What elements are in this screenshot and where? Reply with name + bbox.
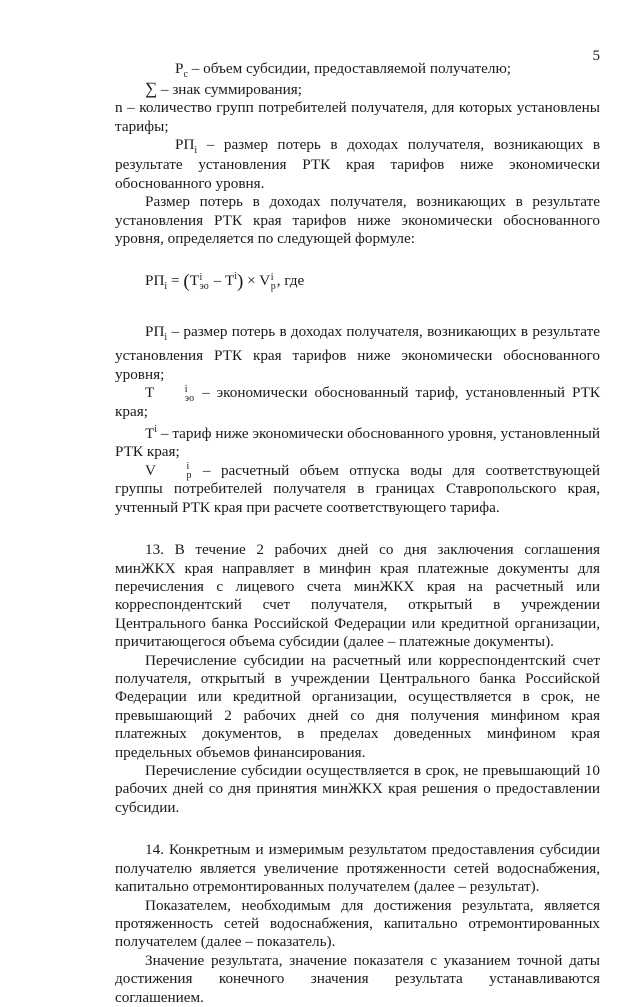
- symbol-pc: $Р_с$: [175, 60, 188, 81]
- symbol-rp: $РП_i$: [175, 136, 198, 157]
- formula-intro: Размер потерь в доходах получателя, возникающих в результате установления РТК края тарифов ниже экономически обоснованного уровня, определяется по следующей формуле:: [115, 193, 600, 247]
- definition-rp-2: $РП_i$ – размер потерь в доходах получателя, возникающих в результате установления РТК края тарифов ниже экономически обоснованного уровня;: [115, 322, 600, 383]
- section-14-paragraph-2: Показателем, необходимым для достижения результата, является протяженность сетей водоснабжения, капитально отремонтированных получателем (далее – показатель).: [115, 896, 600, 951]
- definition-vp: V i р – расчетный объем отпуска воды для соответствующей группы потребителей получателя в границах Ставропольского края, учтенный РТК края при расчете соответствующего тарифа.: [115, 461, 600, 516]
- definition-sigma: ∑ – знак суммирования;: [145, 79, 302, 99]
- definition-t: $Т^i$ – тариф ниже экономически обоснованного уровня, установленный РТК края;: [115, 423, 600, 461]
- section-13-paragraph-3: Перечисление субсидии осуществляется в срок, не превышающий 10 рабочих дней со дня принятия минЖКХ края решения о предоставлении субсидии.: [115, 762, 600, 816]
- definition-rp: $РП_i$ – размер потерь в доходах получателя, возникающих в результате установления РТК края тарифов ниже экономически обоснованного уровня.: [115, 136, 600, 192]
- definition-teo: Т i эо – экономически обоснованный тариф, установленный РТК края;: [115, 383, 600, 420]
- section-14-paragraph-3: Значение результата, значение показателя с указанием точной даты достижения конечного значения результата устанавливаются соглашением.: [115, 951, 600, 1006]
- section-14-paragraph-1: 14. Конкретным и измеримым результатом предоставления субсидии получателю является увеличение протяженности сетей водоснабжения, капитально отремонтированных получателем (далее – результат).: [115, 841, 600, 896]
- definition-n: n – количество групп потребителей получателя, для которых установлены тарифы;: [115, 99, 600, 135]
- page-number: 5: [592, 48, 600, 64]
- section-13-paragraph-2: Перечисление субсидии на расчетный или корреспондентский счет получателя, открытый в учреждении Центрального банка Российской Федерации или кредитной организации, осуществляется в срок, не превышающий 2 рабочих дней со дня получения минфином края платежных документов, в пределах доведенных минфином края предельных объемов финансирования.: [115, 651, 600, 761]
- sigma-symbol: ∑: [145, 79, 158, 99]
- section-13-paragraph-1: 13. В течение 2 рабочих дней со дня заключения соглашения минЖКХ края направляет в минфин края платежные документы для перечисления с лицевого счета минЖКХ края на расчетный или корреспондентский счет получателя, открытый в учреждении Центрального банка Российской Федерации или кредитной организации, причитающегося объема субсидии (далее – платежные документы).: [115, 541, 600, 651]
- definition-pc: $Р_с$ – объем субсидии, предоставляемой получателю;: [115, 60, 600, 80]
- loss-formula: $РП_i = (Т$ i эо – $Т^i) \times V$ i р , где: [145, 271, 305, 293]
